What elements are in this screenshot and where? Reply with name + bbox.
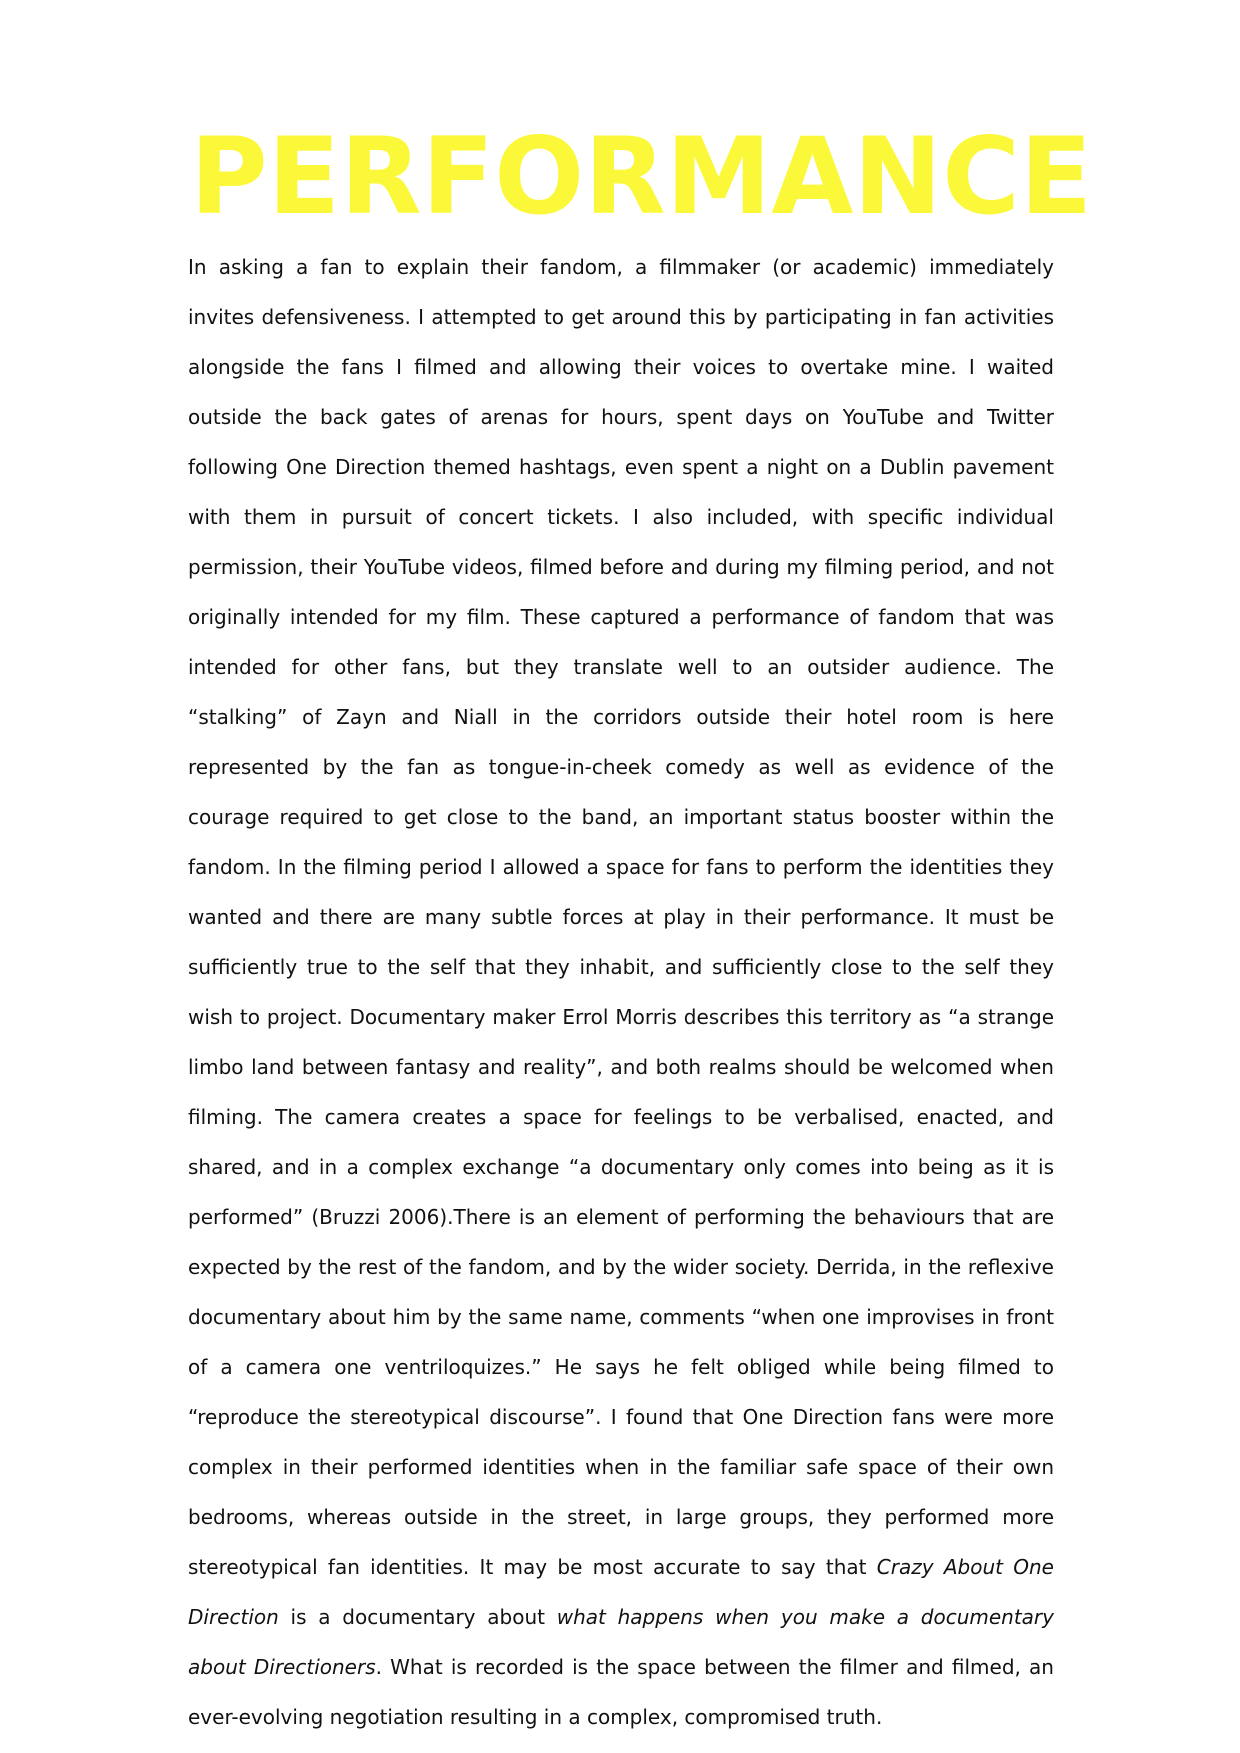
body-text-segment: is a documentary about — [278, 1605, 557, 1629]
body-paragraph — [188, 242, 1054, 1742]
body-text-segment: In asking a fan to explain their fandom, a filmmaker (or academic) immediately invites defensiveness. I attempted to get around this by participating in fan activities alongside the fans I filmed and allowing their voices to overtake mine. I waited outside the back gates of arenas for hours, spent days on YouTube and Twitter following One Direction themed hashtags, even spent a night on a Dublin pavement with them in pursuit of concert tickets. I also included, with specific individual permission, their YouTube videos, filmed before and during my filming period, and not originally intended for my film. These captured a performance of fandom that was intended for other fans, but they translate well to an outsider audience. The “stalking” of Zayn and Niall in the corridors outside their hotel room is here represented by the fan as tongue-in-cheek comedy as well as evidence of the courage required to get close to the band, an important status booster within the fandom. In the filming period I allowed a space for fans to perform the identities they wanted and there are many subtle forces at play in their performance. It must be sufficiently true to the self that they inhabit, and sufficiently close to the self they wish to project. Documentary maker Errol Morris describes this territory as “a strange limbo land between fantasy and reality”, and both realms should be welcomed when filming. The camera creates a space for feelings to be verbalised, enacted, and shared, and in a complex exchange “a documentary only comes into being as it is performed” (Bruzzi 2006).There is an element of performing the behaviours that are expected by the rest of the fandom, and by the wider society. Derrida, in the reflexive documentary about him by the same name, comments “when one improvises in front of a camera one ventriloquizes.” He says he felt obliged while being filmed to “reproduce the stereotypical discourse”. I found that One Direction fans were more complex in their performed identities when in the familiar safe space of their own bedrooms, whereas outside in the street, in large groups, they performed more stereotypical fan identities. It may be most accurate to say that — [188, 255, 1054, 1579]
page-title: PERFORMANCE — [190, 115, 1093, 238]
body-text-segment: . What is recorded is the space between the filmer and filmed, an ever-evolving negotiation resulting in a complex, compromised truth. — [188, 1655, 1054, 1729]
film-title-italic: Crazy About One Direction — [188, 1555, 1054, 1629]
emphasis-italic: what happens when you make a documentary about Directioners — [188, 1605, 1054, 1679]
